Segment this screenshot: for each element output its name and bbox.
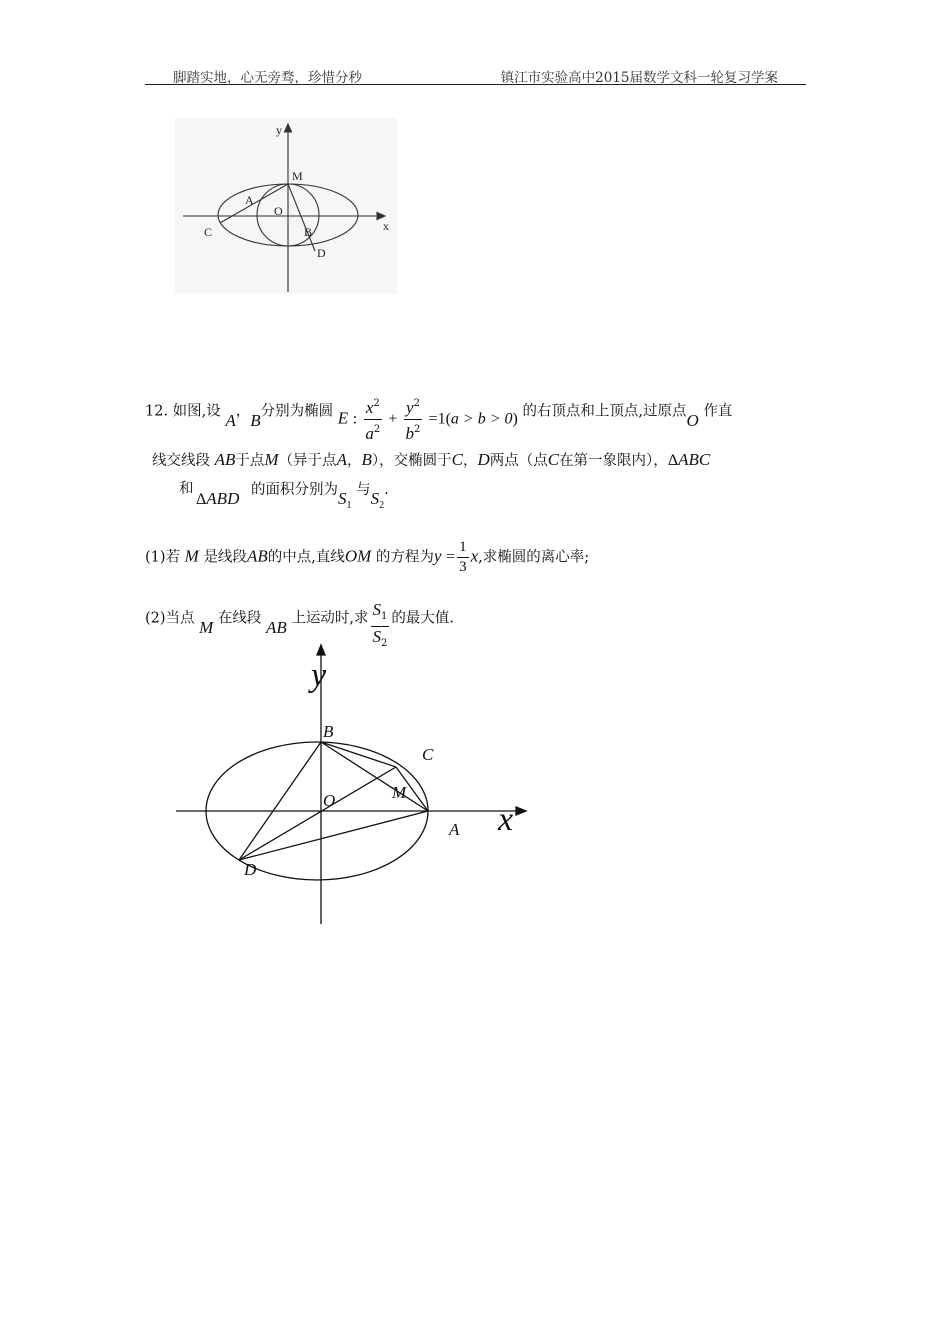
var-B: B: [361, 450, 372, 469]
triangle-symbol: Δ: [667, 452, 679, 469]
var-OM: OM: [344, 546, 372, 566]
text-except: （异于点: [278, 453, 337, 469]
q1-if: (1)若: [145, 549, 181, 566]
figure1-label-x: x: [383, 219, 389, 233]
figure2-segment-DC: [239, 767, 396, 860]
figure1-label-B: B: [304, 225, 313, 239]
sub-2: 2: [379, 500, 385, 511]
sub-1: 1: [381, 611, 388, 622]
var-a: a: [365, 424, 374, 443]
text-at-point: 于点: [235, 453, 265, 469]
problem-line-1: [145, 386, 733, 443]
figure2-segment-BC: [321, 742, 396, 767]
ellipse-equation: [338, 394, 518, 445]
figure1-label-C: C: [204, 225, 213, 239]
eq-colon: :: [352, 410, 358, 428]
var-ABD: ABD: [206, 489, 240, 508]
frac-denominator: 3: [459, 559, 467, 575]
var-AB: AB: [214, 450, 236, 469]
var-S: S: [372, 627, 382, 646]
eq-rparen: ): [512, 410, 518, 428]
fraction-y2-b2: [404, 394, 422, 445]
figure2-label-D: D: [244, 860, 257, 879]
text-zuozhi: 作直: [703, 403, 733, 420]
text-and: 和: [179, 481, 194, 497]
problem-line-2: [152, 450, 710, 471]
question-1: [145, 538, 589, 577]
page-header: [145, 66, 806, 84]
exp-2: 2: [414, 424, 421, 435]
q1-equation-is: 的方程为: [375, 549, 434, 566]
figure-ellipse-circle: [175, 118, 397, 294]
figure1-label-D: D: [317, 246, 326, 260]
punct-comma: ，: [462, 453, 478, 469]
figure2-label-A: A: [449, 820, 460, 839]
q1-is-segment: 是线段: [203, 549, 247, 566]
fraction-x2-a2: [364, 394, 382, 445]
q2-when: (2)当点: [145, 610, 195, 627]
var-S: S: [372, 600, 382, 619]
var-x: x: [470, 546, 479, 566]
var-y: y: [433, 546, 442, 566]
var-x: x: [365, 398, 374, 417]
figure1-label-M: M: [292, 169, 303, 183]
frac-numerator: 1: [457, 538, 469, 558]
var-A: A: [336, 450, 347, 469]
var-S1: [338, 489, 352, 511]
var-O: O: [686, 410, 699, 430]
text-with: 与: [356, 482, 371, 498]
text-line-intersect: 线交线段: [152, 453, 210, 469]
figure2-label-M: M: [392, 783, 407, 802]
text-split: 分别为椭圆: [260, 403, 334, 420]
punct-comma: ，: [235, 403, 251, 420]
figure-ellipse-triangles: [170, 640, 540, 930]
text-two-points: 两点（点: [489, 453, 548, 469]
text-areas: 的面积分别为: [251, 482, 338, 498]
figure2-x-arrow: [516, 807, 526, 815]
var-M: M: [199, 617, 214, 637]
eq-equals: =: [446, 548, 456, 566]
var-E: E: [337, 408, 349, 428]
exp-2: 2: [413, 398, 420, 409]
figure2-label-B: B: [323, 722, 334, 741]
var-C: C: [451, 450, 463, 469]
var-M: M: [264, 450, 279, 469]
figure1-background: [175, 118, 397, 294]
var-A: A: [225, 410, 236, 430]
problem-intro: 如图,设: [172, 403, 221, 420]
problem-line-3c: [251, 479, 389, 511]
fraction-one-third: [457, 538, 469, 577]
text-meet-ellipse: ），交椭圆于: [371, 453, 452, 469]
problem-number: 12.: [145, 403, 169, 420]
figure2-label-O: O: [323, 791, 336, 810]
var-B: B: [250, 410, 261, 430]
question-2: [145, 592, 455, 649]
var-M: M: [184, 546, 199, 566]
exp-2: 2: [373, 398, 380, 409]
var-AB: AB: [246, 546, 268, 566]
triangle-symbol: Δ: [196, 491, 207, 508]
figure1-label-O: O: [274, 204, 283, 218]
figure1-label-y: y: [276, 123, 282, 137]
exp-2: 2: [373, 424, 381, 435]
punct-period: .: [384, 482, 389, 498]
problem-line-3b: [196, 489, 239, 510]
var-y: y: [406, 398, 414, 417]
q1-midpoint: 的中点,直线: [267, 549, 345, 566]
figure2-label-C: C: [422, 745, 434, 764]
var-S2: [370, 489, 385, 511]
figure2-y-arrow: [317, 645, 325, 655]
text-vertices: 的右顶点和上顶点,过原点: [522, 403, 687, 420]
header-motto: 脚踏实地，心无旁骛，珍惜分秒: [173, 70, 362, 86]
var-b: b: [405, 424, 415, 443]
sub-2: 2: [381, 638, 388, 649]
var-S: S: [370, 489, 380, 508]
var-D: D: [477, 450, 490, 469]
q2-on-segment: 在线段: [217, 610, 262, 627]
q2-moving: 上运动时,求: [291, 610, 369, 627]
problem-line-3: [179, 479, 194, 499]
text-first-quadrant: 在第一象限内），: [559, 453, 668, 469]
var-ABC: ABC: [678, 450, 711, 469]
eq-plus: +: [388, 410, 398, 428]
figure2-label-y: y: [311, 657, 327, 694]
sub-1: 1: [346, 500, 352, 511]
var-C: C: [547, 450, 560, 469]
q2-maximum: 的最大值.: [391, 610, 455, 627]
figure2-label-x: x: [498, 801, 514, 838]
var-S: S: [338, 489, 347, 508]
header-course-title: 镇江市实验高中2015届数学文科一轮复习学案: [500, 70, 778, 86]
eq-equals-one: =1(: [428, 410, 451, 428]
header-rule: [145, 84, 806, 85]
q1-eccentricity: ,求椭圆的离心率;: [478, 549, 590, 566]
figure1-label-A: A: [245, 193, 254, 207]
punct-comma: ，: [346, 453, 362, 469]
eq-condition: a > b > 0: [450, 410, 513, 428]
var-AB: AB: [266, 617, 287, 637]
